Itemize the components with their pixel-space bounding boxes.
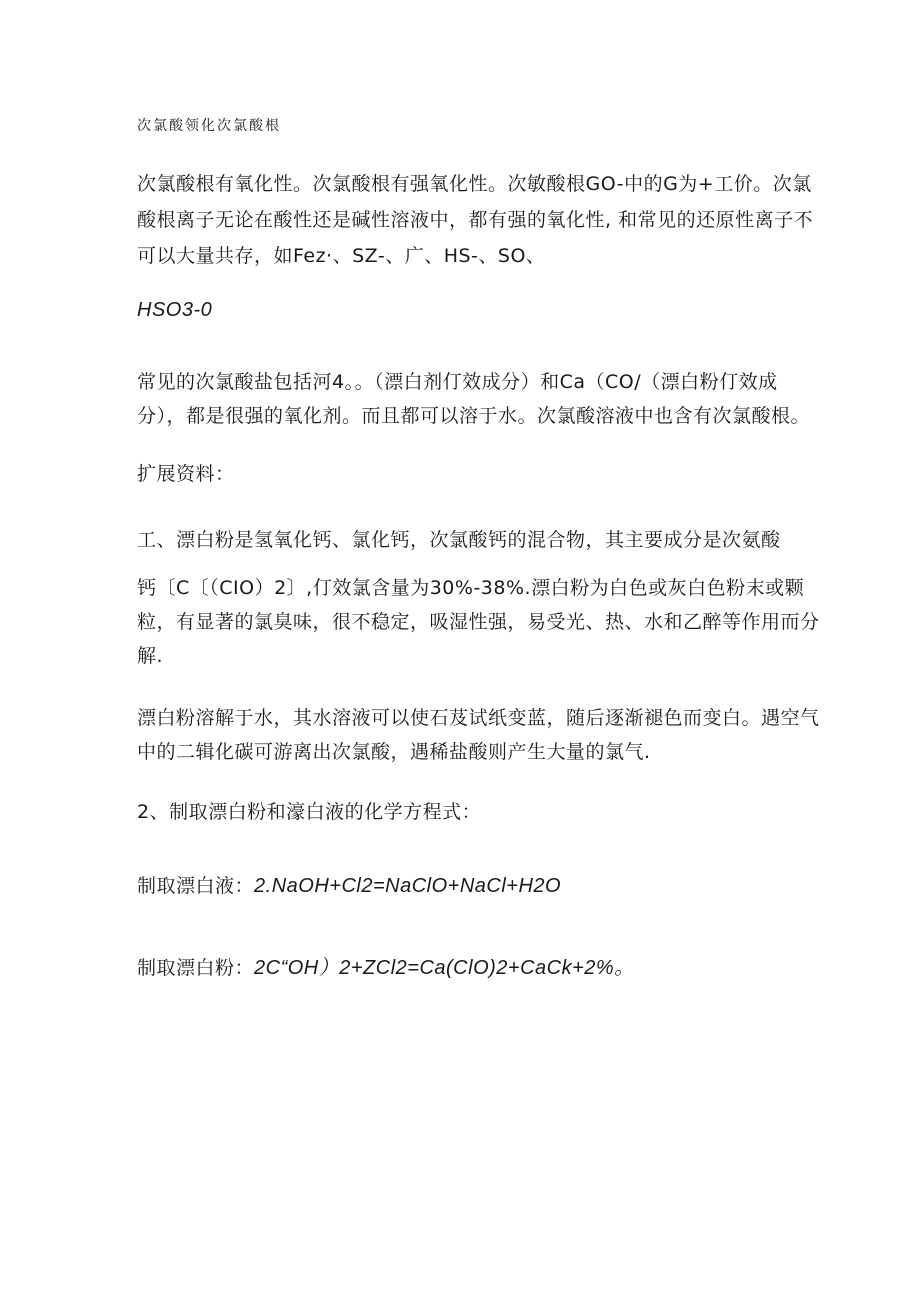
equation-2 (137, 956, 635, 980)
paragraph-1-line-1: 次氯酸根有氧化性。次氯酸根有强氧化性。次敏酸根GO-中的G为+工价。次氯 (137, 173, 812, 195)
paragraph-2-line-1: 常见的次氯酸盐包括河4。。（漂白剂仃效成分）和Ca（CO/（漂白粉仃效成 (137, 371, 778, 393)
paragraph-4-line-2: 中的二辑化碳可游离出次氯酸，遇稀盐酸则产生大量的氯气. (137, 741, 651, 763)
equation-1-label: 制取漂白液： (137, 875, 255, 897)
paragraph-1-line-3: 可以大量共存，如Fez·、SZ-、广、HS-、SO、 (137, 245, 546, 267)
paragraph-3-line-2: 钙〔C〔（CIO）2〕,仃效氯含量为30%-38%.漂白粉为白色或灰白色粉末或颗 (137, 577, 805, 599)
equation-1 (137, 874, 561, 898)
equation-2-label: 制取漂白粉： (137, 957, 255, 979)
paragraph-3-line-1: 工、漂白粉是氢氧化钙、氯化钙，次氯酸钙的混合物，其主要成分是次氨酸 (137, 529, 781, 551)
paragraph-3-line-3: 粒，有显著的氯臭味，很不稳定，吸湿性强，易受光、热、水和乙醉等作用而分 (137, 611, 820, 633)
paragraph-1-line-4: HSO3-0 (137, 299, 213, 321)
paragraph-3-line-4: 解. (137, 645, 164, 667)
paragraph-2-line-2: 分），都是很强的氧化剂。而且都可以溶于水。次氯酸溶液中也含有次氯酸根。 (137, 405, 811, 427)
document-title: 次氯酸领化次氯酸根 (137, 118, 281, 134)
paragraph-1-line-2: 酸根离子无论在酸性还是碱性溶液中，都有强的氧化性, 和常见的还原性离子不 (137, 209, 814, 231)
paragraph-4-line-1: 漂白粉溶解于水，其水溶液可以使石芨试纸变蓝，随后逐渐褪色而变白。遇空气 (137, 707, 820, 729)
extension-heading: 扩展资料： (137, 463, 235, 485)
equation-2-formula: 2C“OH）2+ZCl2=Ca(ClO)2+CaCk+2%。 (254, 957, 635, 979)
item-2-heading: 2、制取漂白粉和濠白液的化学方程式： (137, 801, 482, 823)
equation-1-formula: 2.NaOH+Cl2=NaClO+NaCl+H2O (254, 875, 562, 897)
